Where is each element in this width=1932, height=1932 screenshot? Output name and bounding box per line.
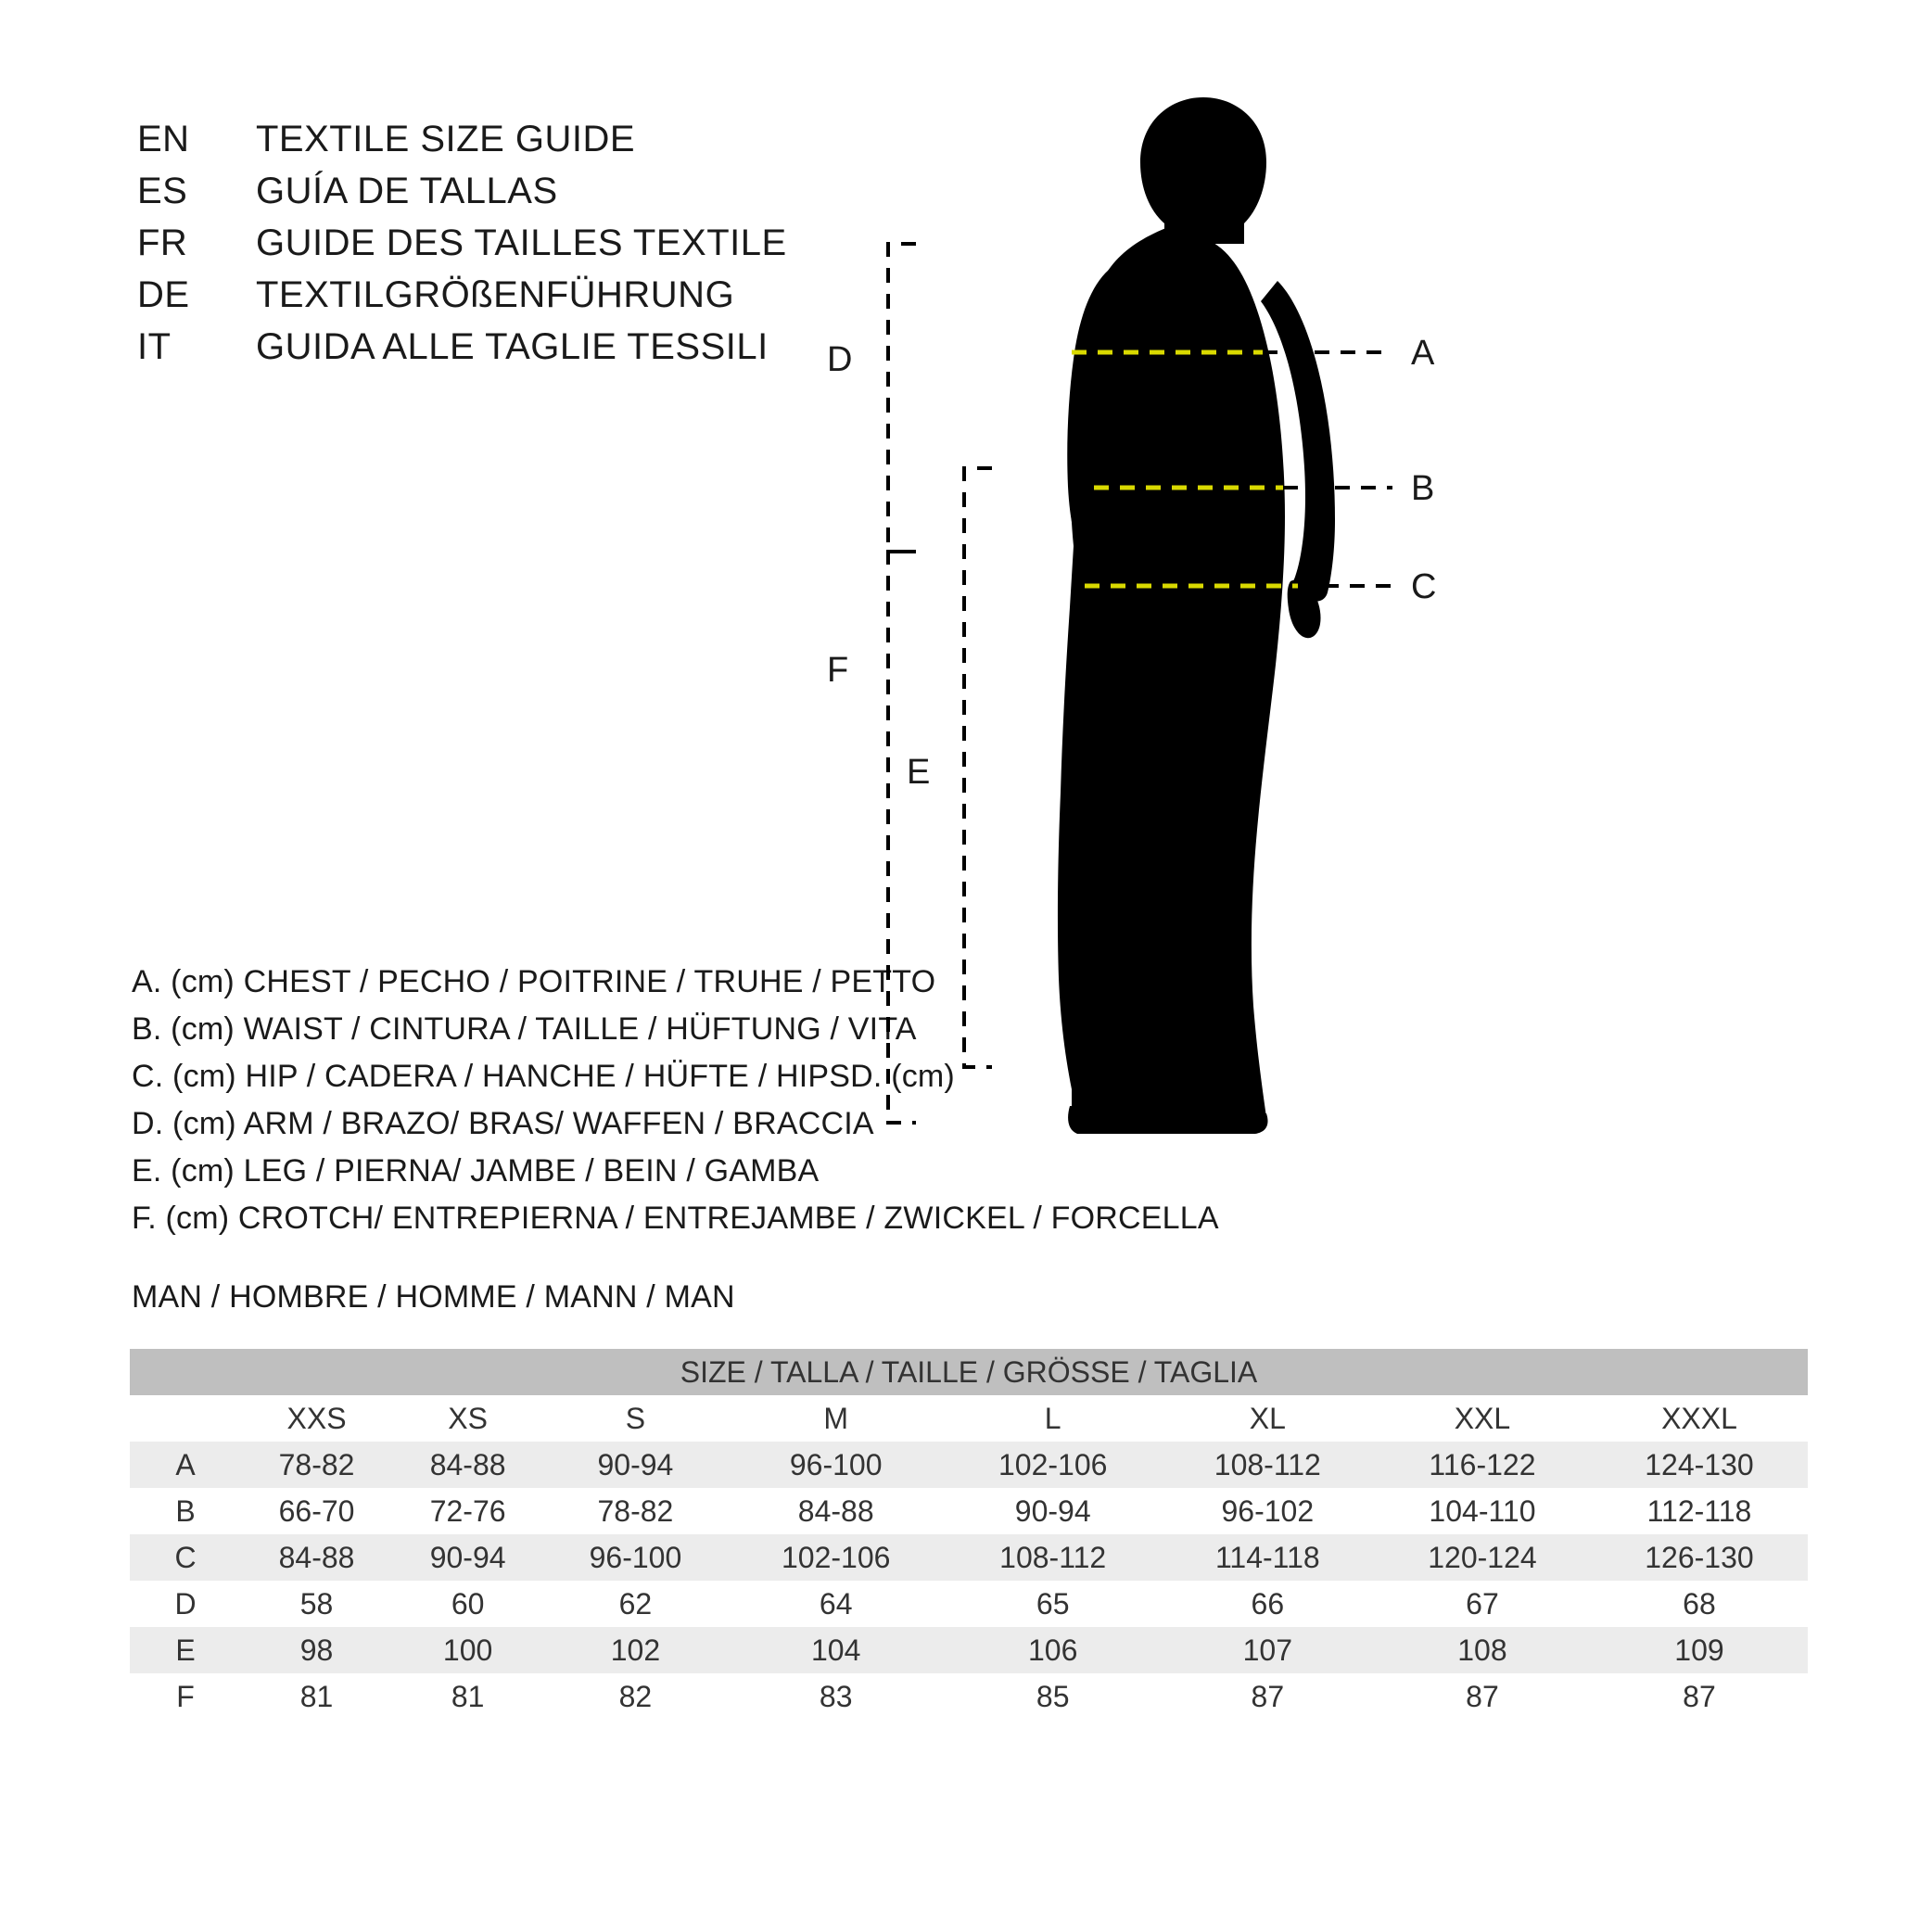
row-label-a: A [175,1447,196,1481]
legend-item-d: D. (cm) ARM / BRAZO/ BRAS/ WAFFEN / BRACCIA [132,1106,874,1141]
cell-c-xxl: 120-124 [1428,1540,1537,1574]
title-block [137,119,787,378]
man-silhouette [1058,97,1335,1134]
cell-b-xxs: 66-70 [278,1493,355,1528]
size-header-xs: XS [448,1401,488,1435]
cell-e-xxl: 108 [1457,1633,1507,1667]
cell-f-s: 82 [618,1679,653,1713]
title-row [137,222,787,274]
cell-a-xs: 84-88 [429,1447,506,1481]
size-header-m: M [823,1401,849,1435]
legend-item-c: C. (cm) HIP / CADERA / HANCHE / HÜFTE / HIPSD. (cm) [132,1059,955,1094]
cell-b-xxxl: 112-118 [1646,1493,1752,1528]
row-label-c: C [174,1540,197,1574]
title-text-en: TEXTILE SIZE GUIDE [256,119,636,159]
title-text-de: TEXTILGRÖßENFÜHRUNG [256,274,735,315]
cell-f-xxl: 87 [1466,1679,1499,1713]
title-row [137,274,787,326]
cell-c-xxs: 84-88 [278,1540,355,1574]
cell-a-xxs: 78-82 [278,1447,355,1481]
table-corner-cell [130,1395,241,1442]
title-lang-en: EN [137,119,190,159]
cell-d-xxs: 58 [299,1586,334,1621]
cell-b-xs: 72-76 [429,1493,506,1528]
cell-d-xxl: 67 [1466,1586,1499,1621]
cell-e-l: 106 [1027,1633,1078,1667]
size-header-s: S [625,1401,646,1435]
cell-f-l: 85 [1036,1679,1070,1713]
size-header-xxxl: XXXL [1661,1401,1737,1435]
table-header-row [130,1395,1808,1442]
title-lang-de: DE [137,274,190,315]
title-row [137,119,787,171]
cell-f-xxs: 81 [299,1679,334,1713]
table-row [130,1534,1808,1581]
gender-label: MAN / HOMBRE / HOMME / MANN / MAN [132,1279,735,1315]
cell-d-s: 62 [618,1586,653,1621]
label-f: F [827,651,849,690]
label-d: D [827,340,853,379]
title-lang-it: IT [137,326,172,367]
cell-b-xxl: 104-110 [1429,1493,1536,1528]
cell-d-xxxl: 68 [1683,1586,1716,1621]
cell-c-xxxl: 126-130 [1645,1540,1754,1574]
cell-d-m: 64 [819,1586,853,1621]
label-e: E [907,753,931,792]
cell-a-l: 102-106 [998,1447,1108,1481]
cell-a-xl: 108-112 [1214,1447,1321,1481]
legend-item-a: A. (cm) CHEST / PECHO / POITRINE / TRUHE / PETTO [132,964,936,999]
size-header-xxl: XXL [1454,1401,1511,1435]
cell-c-xl: 114-118 [1214,1540,1320,1574]
table-row [130,1673,1808,1720]
body-measurement-diagram [827,88,1863,1228]
row-label-b: B [175,1493,196,1528]
cell-a-xxl: 116-122 [1429,1447,1536,1481]
title-text-fr: GUIDE DES TAILLES TEXTILE [256,222,787,263]
title-lang-es: ES [137,171,188,211]
cell-e-xxxl: 109 [1674,1633,1724,1667]
label-c: C [1411,567,1437,606]
table-row [130,1488,1808,1534]
cell-c-xs: 90-94 [429,1540,506,1574]
cell-d-xs: 60 [451,1586,485,1621]
title-text-es: GUÍA DE TALLAS [256,171,558,211]
size-header-xl: XL [1249,1401,1286,1435]
cell-b-l: 90-94 [1014,1493,1091,1528]
cell-f-xs: 81 [451,1679,485,1713]
table-row [130,1627,1808,1673]
cell-f-xl: 87 [1251,1679,1285,1713]
cell-f-m: 83 [819,1679,853,1713]
cell-e-s: 102 [610,1633,661,1667]
label-a: A [1411,334,1435,373]
table-row [130,1442,1808,1488]
cell-f-xxxl: 87 [1683,1679,1716,1713]
legend-item-b: B. (cm) WAIST / CINTURA / TAILLE / HÜFTUNG / VITA [132,1011,917,1047]
legend-item-f: F. (cm) CROTCH/ ENTREPIERNA / ENTREJAMBE / ZWICKEL / FORCELLA [132,1201,1219,1236]
cell-b-m: 84-88 [797,1493,874,1528]
cell-c-s: 96-100 [589,1540,682,1574]
title-text-it: GUIDA ALLE TAGLIE TESSILI [256,326,769,367]
cell-d-xl: 66 [1251,1586,1285,1621]
cell-d-l: 65 [1036,1586,1070,1621]
title-lang-fr: FR [137,222,188,263]
cell-a-s: 90-94 [597,1447,674,1481]
size-header-xxs: XXS [286,1401,347,1435]
row-label-d: D [174,1586,197,1621]
cell-e-xxs: 98 [299,1633,334,1667]
cell-c-l: 108-112 [999,1540,1107,1574]
cell-a-xxxl: 124-130 [1645,1447,1754,1481]
cell-a-m: 96-100 [789,1447,883,1481]
table-band-row [130,1349,1808,1395]
row-label-f: F [176,1679,195,1713]
cell-e-m: 104 [810,1633,861,1667]
title-row [137,326,787,378]
table-row [130,1581,1808,1627]
cell-e-xl: 107 [1242,1633,1293,1667]
cell-c-m: 102-106 [781,1540,891,1574]
title-row [137,171,787,222]
size-table [130,1349,1808,1720]
cell-e-xs: 100 [442,1633,493,1667]
cell-b-s: 78-82 [597,1493,674,1528]
legend-item-e: E. (cm) LEG / PIERNA/ JAMBE / BEIN / GAMBA [132,1153,820,1188]
label-b: B [1411,469,1435,508]
table-band-title: SIZE / TALLA / TAILLE / GRÖSSE / TAGLIA [130,1349,1808,1395]
size-header-l: L [1044,1401,1061,1435]
cell-b-xl: 96-102 [1221,1493,1315,1528]
row-label-e: E [175,1633,196,1667]
